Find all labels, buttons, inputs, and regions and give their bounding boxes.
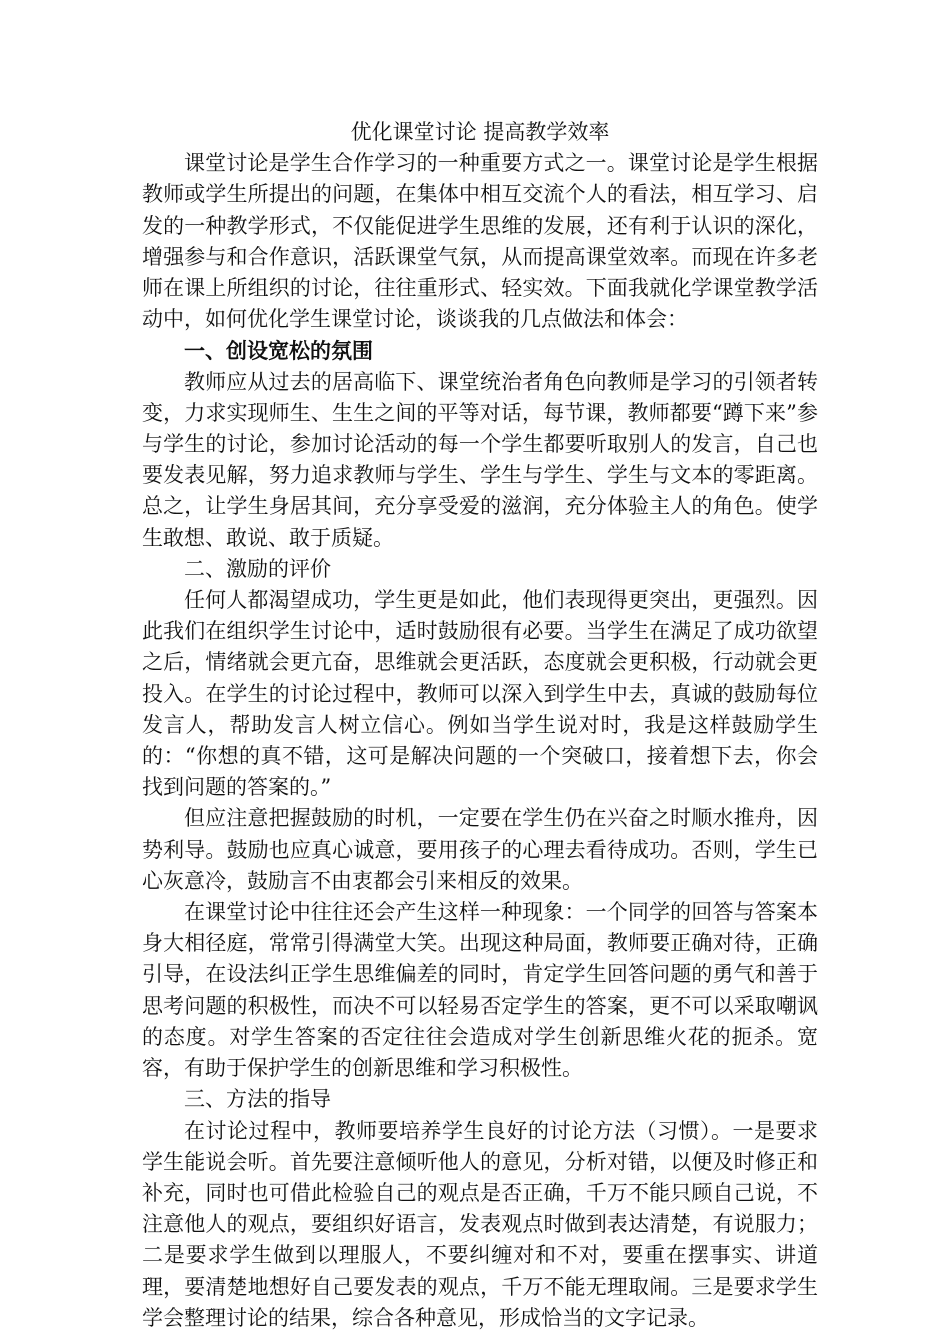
section-2-paragraph-3: 在课堂讨论中往往还会产生这样一种现象：一个同学的回答与答案本身大相径庭，常常引得满堂大笑。出现这种局面，教师要正确对待，正确引导，在设法纠正学生思维偏差的同时，肯定学生回答问题的勇气和善于思考问题的积极性，而决不可以轻易否定学生的答案，更不可以采取嘲讽的态度。对学生答案的否定往往会造成对学生创新思维火花的扼杀。宽容，有助于保护学生的创新思维和学习积极性。: [142, 900, 818, 1081]
document-page: [142, 117, 818, 1334]
section-3-heading: 三、方法的指导: [184, 1087, 331, 1112]
section-2-paragraph-1: 任何人都渴望成功，学生更是如此，他们表现得更突出，更强烈。因此我们在组织学生讨论中，适时鼓励很有必要。当学生在满足了成功欲望之后，情绪就会更亢奋，思维就会更活跃，态度就会更积极，行动就会更投入。在学生的讨论过程中，教师可以深入到学生中去，真诚的鼓励每位发言人，帮助发言人树立信心。例如当学生说对时，我是这样鼓励学生的：“你想的真不错，这可是解决问题的一个突破口，接着想下去，你会找到问题的答案的。”: [142, 588, 818, 800]
section-1-paragraph-1: 教师应从过去的居高临下、课堂统治者角色向教师是学习的引领者转变，力求实现师生、生生之间的平等对话，每节课，教师都要“蹲下来”参与学生的讨论，参加讨论活动的每一个学生都要听取别人的发言，自己也要发表见解，努力追求教师与学生、学生与学生、学生与文本的零距离。总之，让学生身居其间，充分享受爱的滋润，充分体验主人的角色。使学生敢想、敢说、敢于质疑。: [142, 369, 818, 550]
section-3-paragraph-1: 在讨论过程中，教师要培养学生良好的讨论方法（习惯）。一是要求学生能说会听。首先要注意倾听他人的意见，分析对错，以便及时修正和补充，同时也可借此检验自己的观点是否正确，千万不能只顾自己说，不注意他人的观点，要组织好语言，发表观点时做到表达清楚，有说服力；二是要求学生做到以理服人，不要纠缠对和不对，要重在摆事实、讲道理，要清楚地想好自己要发表的观点，千万不能无理取闹。三是要求学生学会整理讨论的结果，综合各种意见，形成恰当的文字记录。: [142, 1118, 818, 1330]
document-title: 优化课堂讨论 提高教学效率: [350, 120, 610, 144]
section-2-paragraph-2: 但应注意把握鼓励的时机，一定要在学生仍在兴奋之时顺水推舟，因势利导。鼓励也应真心诚意，要用孩子的心理去看待成功。否则，学生已心灰意冷，鼓励言不由衷都会引来相反的效果。: [142, 806, 818, 893]
section-1-heading: 一、创设宽松的氛围: [184, 338, 373, 364]
section-2-heading: 二、激励的评价: [184, 556, 331, 581]
intro-paragraph: 课堂讨论是学生合作学习的一种重要方式之一。课堂讨论是学生根据教师或学生所提出的问题，在集体中相互交流个人的看法，相互学习、启发的一种教学形式，不仅能促进学生思维的发展，还有利于认识的深化，增强参与和合作意识，活跃课堂气氛，从而提高课堂效率。而现在许多老师在课上所组织的讨论，往往重形式、轻实效。下面我就化学课堂教学活动中，如何优化学生课堂讨论，谈谈我的几点做法和体会：: [142, 151, 818, 332]
